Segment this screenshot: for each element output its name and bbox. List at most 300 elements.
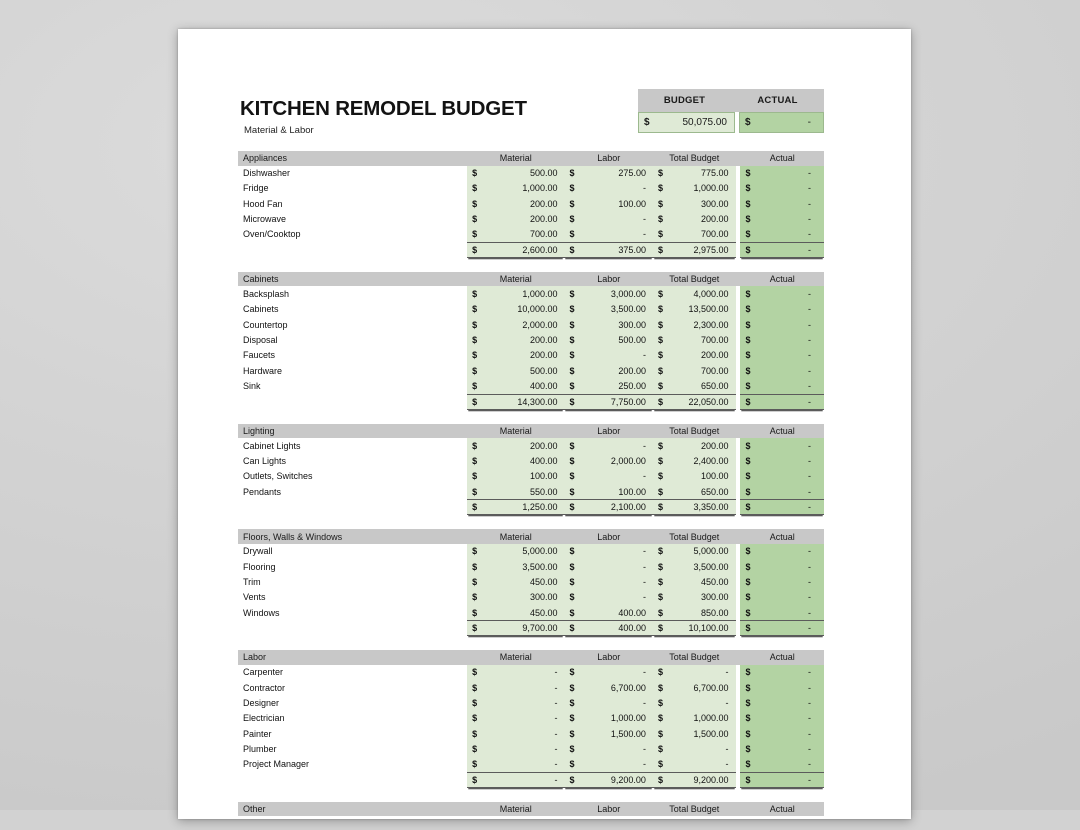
cell-actual[interactable] [740,757,824,772]
column-header-material: Material [467,532,564,542]
column-header-actual: Actual [740,532,824,542]
total-material[interactable] [467,620,564,636]
cell-total-budget[interactable] [653,453,736,468]
cell-total-budget[interactable] [653,726,736,741]
cell-actual[interactable] [740,363,824,378]
column-header-actual: Actual [740,153,824,163]
cell-actual[interactable] [740,726,824,741]
cell-material-value: 500.00 [477,366,564,376]
currency-symbol: $ [653,775,663,785]
cell-labor[interactable] [564,484,652,499]
cell-material[interactable] [467,348,564,363]
currency-symbol: $ [564,502,574,512]
total-actual-value: - [750,397,824,407]
sheet-header [238,89,824,151]
currency-symbol: $ [467,366,477,376]
total-actual[interactable] [740,499,824,515]
currency-symbol: $ [467,168,477,178]
total-budget[interactable] [653,242,736,258]
currency-symbol: $ [564,487,574,497]
summary-budget-cell[interactable] [638,112,735,133]
cell-material[interactable] [467,181,564,196]
section-total-row [238,772,824,788]
cell-total-budget[interactable] [653,574,736,589]
cell-labor-value: 275.00 [574,168,652,178]
currency-symbol: $ [740,441,750,451]
row-label: Outlets, Switches [238,469,467,484]
summary-actual-label: ACTUAL [731,89,824,112]
budget-section [238,529,824,636]
column-header-total-budget: Total Budget [653,532,736,542]
cell-labor-value: - [574,759,652,769]
cell-labor[interactable] [564,302,652,317]
cell-total-budget[interactable] [653,438,736,453]
cell-material[interactable] [467,484,564,499]
cell-material[interactable] [467,378,564,393]
currency-symbol: $ [467,683,477,693]
currency-symbol: $ [564,562,574,572]
cell-material-value: 200.00 [477,335,564,345]
cell-total-budget[interactable] [653,317,736,332]
currency-symbol: $ [467,335,477,345]
cell-actual[interactable] [740,695,824,710]
column-header-labor: Labor [564,652,652,662]
cell-material[interactable] [467,574,564,589]
total-budget[interactable] [653,394,736,410]
cell-material[interactable] [467,726,564,741]
total-budget[interactable] [653,772,736,788]
currency-symbol: $ [653,713,663,723]
column-header-material: Material [467,426,564,436]
budget-sheet [238,89,824,830]
currency-symbol: $ [467,502,477,512]
cell-material-value: 200.00 [477,350,564,360]
cell-labor-value: 400.00 [574,608,652,618]
total-labor[interactable] [564,772,652,788]
table-row [238,348,824,363]
currency-symbol: $ [564,289,574,299]
cell-actual[interactable] [740,574,824,589]
cell-labor-value: - [574,350,652,360]
section-title: Appliances [238,153,467,163]
cell-total-budget[interactable] [653,741,736,756]
cell-actual[interactable] [740,286,824,301]
total-row-label [238,620,467,636]
currency-symbol: $ [740,744,750,754]
cell-total-budget-value: 700.00 [663,335,736,345]
cell-total-budget-value: 100.00 [663,471,736,481]
currency-symbol: $ [740,698,750,708]
currency-symbol: $ [740,117,751,128]
cell-actual-value: - [750,546,824,556]
currency-symbol: $ [467,608,477,618]
cell-material-value: 550.00 [477,487,564,497]
row-label: Trim [238,574,467,589]
cell-actual[interactable] [740,378,824,393]
cell-material-value: 450.00 [477,577,564,587]
cell-total-budget[interactable] [653,711,736,726]
cell-material[interactable] [467,665,564,680]
cell-actual[interactable] [740,590,824,605]
currency-symbol: $ [740,623,750,633]
row-label: Backsplash [238,286,467,301]
total-actual[interactable] [740,772,824,788]
cell-labor[interactable] [564,211,652,226]
total-actual[interactable] [740,620,824,636]
cell-total-budget[interactable] [653,196,736,211]
table-row [238,363,824,378]
column-header-material: Material [467,153,564,163]
cell-actual-value: - [750,471,824,481]
page-subtitle: Material & Labor [244,125,314,136]
cell-labor[interactable] [564,559,652,574]
total-material[interactable] [467,394,564,410]
currency-symbol: $ [740,729,750,739]
cell-total-budget-value: - [663,744,736,754]
cell-material[interactable] [467,332,564,347]
cell-material-value: 1,000.00 [477,289,564,299]
cell-material-value: 2,000.00 [477,320,564,330]
row-label: Pendants [238,484,467,499]
cell-labor[interactable] [564,363,652,378]
cell-material[interactable] [467,680,564,695]
currency-symbol: $ [467,214,477,224]
cell-labor-value: - [574,698,652,708]
row-label: Can Lights [238,453,467,468]
total-labor[interactable] [564,242,652,258]
table-row [238,559,824,574]
cell-material-value: 200.00 [477,214,564,224]
cell-labor[interactable] [564,348,652,363]
total-row-label [238,772,467,788]
cell-labor[interactable] [564,665,652,680]
table-row [238,317,824,332]
currency-symbol: $ [564,441,574,451]
currency-symbol: $ [653,623,663,633]
cell-material[interactable] [467,590,564,605]
cell-material[interactable] [467,227,564,242]
cell-labor[interactable] [564,695,652,710]
currency-symbol: $ [564,320,574,330]
total-material[interactable] [467,499,564,515]
total-budget[interactable] [653,499,736,515]
table-row [238,302,824,317]
summary-actual-value: - [751,117,823,128]
cell-total-budget-value: 5,000.00 [663,546,736,556]
currency-symbol: $ [564,304,574,314]
cell-total-budget[interactable] [653,605,736,620]
total-actual[interactable] [740,242,824,258]
currency-symbol: $ [740,577,750,587]
cell-labor-value: 100.00 [574,199,652,209]
cell-total-budget-value: 775.00 [663,168,736,178]
cell-actual[interactable] [740,317,824,332]
currency-symbol: $ [639,117,650,128]
currency-symbol: $ [653,335,663,345]
total-labor[interactable] [564,394,652,410]
cell-actual-value: - [750,759,824,769]
cell-actual[interactable] [740,453,824,468]
total-budget[interactable] [653,620,736,636]
cell-labor[interactable] [564,469,652,484]
cell-labor[interactable] [564,757,652,772]
cell-actual[interactable] [740,166,824,181]
cell-material-value: 400.00 [477,456,564,466]
cell-total-budget[interactable] [653,469,736,484]
cell-total-budget-value: 13,500.00 [663,304,736,314]
currency-symbol: $ [740,183,750,193]
section-total-row [238,242,824,258]
cell-actual-value: - [750,304,824,314]
column-header-labor: Labor [564,532,652,542]
cell-actual[interactable] [740,665,824,680]
cell-labor[interactable] [564,544,652,559]
currency-symbol: $ [564,608,574,618]
currency-symbol: $ [740,229,750,239]
cell-material[interactable] [467,559,564,574]
row-label: Cabinet Lights [238,438,467,453]
cell-total-budget[interactable] [653,363,736,378]
cell-material-value: - [477,759,564,769]
section-header-row [238,650,824,665]
currency-symbol: $ [564,623,574,633]
budget-section [238,424,824,516]
cell-actual[interactable] [740,559,824,574]
currency-symbol: $ [467,487,477,497]
cell-actual[interactable] [740,711,824,726]
cell-labor-value: 1,500.00 [574,729,652,739]
currency-symbol: $ [653,397,663,407]
cell-total-budget-value: 200.00 [663,350,736,360]
table-row [238,453,824,468]
cell-actual[interactable] [740,348,824,363]
cell-labor[interactable] [564,726,652,741]
currency-symbol: $ [740,397,750,407]
cell-total-budget-value: 200.00 [663,441,736,451]
cell-material[interactable] [467,605,564,620]
cell-total-budget[interactable] [653,227,736,242]
cell-total-budget[interactable] [653,378,736,393]
cell-actual[interactable] [740,302,824,317]
cell-material[interactable] [467,317,564,332]
table-row [238,469,824,484]
row-label: Disposal [238,332,467,347]
cell-total-budget[interactable] [653,332,736,347]
cell-labor[interactable] [564,605,652,620]
row-label: Project Manager [238,757,467,772]
cell-material-value: 1,000.00 [477,183,564,193]
cell-actual-value: - [750,214,824,224]
cell-material-value: - [477,683,564,693]
cell-labor[interactable] [564,590,652,605]
currency-symbol: $ [740,502,750,512]
cell-material-value: 10,000.00 [477,304,564,314]
currency-symbol: $ [653,456,663,466]
cell-actual[interactable] [740,181,824,196]
row-label: Microwave [238,211,467,226]
row-label: Hardware [238,363,467,378]
cell-material[interactable] [467,302,564,317]
cell-material[interactable] [467,196,564,211]
column-header-labor: Labor [564,153,652,163]
currency-symbol: $ [653,667,663,677]
table-row [238,181,824,196]
cell-labor[interactable] [564,286,652,301]
currency-symbol: $ [564,229,574,239]
currency-symbol: $ [467,713,477,723]
cell-material[interactable] [467,757,564,772]
cell-actual[interactable] [740,680,824,695]
cell-material[interactable] [467,544,564,559]
cell-actual[interactable] [740,484,824,499]
cell-labor-value: 1,000.00 [574,713,652,723]
cell-total-budget-value: 4,000.00 [663,289,736,299]
cell-labor[interactable] [564,438,652,453]
cell-labor[interactable] [564,741,652,756]
cell-labor[interactable] [564,317,652,332]
table-row [238,484,824,499]
row-label: Dishwasher [238,166,467,181]
cell-labor[interactable] [564,453,652,468]
budget-section [238,802,824,817]
cell-labor[interactable] [564,166,652,181]
cell-total-budget[interactable] [653,181,736,196]
budget-sections [238,151,824,816]
cell-total-budget[interactable] [653,302,736,317]
cell-material[interactable] [467,211,564,226]
cell-actual[interactable] [740,544,824,559]
cell-labor[interactable] [564,711,652,726]
total-material[interactable] [467,242,564,258]
cell-actual[interactable] [740,332,824,347]
cell-material[interactable] [467,286,564,301]
currency-symbol: $ [467,729,477,739]
total-actual[interactable] [740,394,824,410]
column-header-total-budget: Total Budget [653,274,736,284]
currency-symbol: $ [740,608,750,618]
currency-symbol: $ [653,487,663,497]
cell-labor-value: 500.00 [574,335,652,345]
cell-total-budget[interactable] [653,286,736,301]
cell-material[interactable] [467,453,564,468]
cell-actual[interactable] [740,741,824,756]
total-labor-value: 7,750.00 [574,397,652,407]
total-labor[interactable] [564,620,652,636]
cell-material[interactable] [467,711,564,726]
cell-actual[interactable] [740,438,824,453]
summary-actual-cell[interactable] [739,112,824,133]
currency-symbol: $ [467,744,477,754]
cell-total-budget[interactable] [653,757,736,772]
table-row [238,726,824,741]
column-header-actual: Actual [740,426,824,436]
table-row [238,605,824,620]
cell-actual[interactable] [740,227,824,242]
cell-total-budget[interactable] [653,211,736,226]
cell-total-budget[interactable] [653,166,736,181]
cell-material[interactable] [467,166,564,181]
currency-symbol: $ [564,667,574,677]
cell-material-value: 400.00 [477,381,564,391]
cell-total-budget[interactable] [653,590,736,605]
currency-symbol: $ [740,759,750,769]
currency-symbol: $ [564,592,574,602]
currency-symbol: $ [564,471,574,481]
cell-material[interactable] [467,695,564,710]
cell-labor-value: - [574,562,652,572]
cell-total-budget[interactable] [653,484,736,499]
cell-material-value: 200.00 [477,199,564,209]
row-label: Painter [238,726,467,741]
section-total-row [238,499,824,515]
cell-material[interactable] [467,469,564,484]
currency-symbol: $ [653,441,663,451]
page-title: KITCHEN REMODEL BUDGET [240,97,527,121]
cell-total-budget-value: 300.00 [663,199,736,209]
cell-total-budget[interactable] [653,544,736,559]
cell-material-value: - [477,729,564,739]
table-row [238,711,824,726]
currency-symbol: $ [653,562,663,572]
cell-actual[interactable] [740,469,824,484]
currency-symbol: $ [653,759,663,769]
total-labor[interactable] [564,499,652,515]
cell-actual[interactable] [740,211,824,226]
cell-material-value: 5,000.00 [477,546,564,556]
cell-total-budget-value: 2,400.00 [663,456,736,466]
cell-material[interactable] [467,741,564,756]
total-material-value: 2,600.00 [477,245,564,255]
cell-total-budget-value: 3,500.00 [663,562,736,572]
row-label: Windows [238,605,467,620]
currency-symbol: $ [564,744,574,754]
cell-labor[interactable] [564,227,652,242]
cell-labor[interactable] [564,680,652,695]
currency-symbol: $ [740,350,750,360]
column-header-material: Material [467,804,564,814]
cell-labor[interactable] [564,574,652,589]
cell-actual[interactable] [740,605,824,620]
cell-labor[interactable] [564,196,652,211]
column-header-total-budget: Total Budget [653,426,736,436]
currency-symbol: $ [467,698,477,708]
row-label: Cabinets [238,302,467,317]
cell-total-budget[interactable] [653,695,736,710]
currency-symbol: $ [467,229,477,239]
cell-total-budget[interactable] [653,680,736,695]
currency-symbol: $ [740,199,750,209]
cell-labor[interactable] [564,378,652,393]
currency-symbol: $ [564,713,574,723]
cell-material[interactable] [467,438,564,453]
currency-symbol: $ [467,577,477,587]
cell-total-budget[interactable] [653,348,736,363]
currency-symbol: $ [740,546,750,556]
cell-actual-value: - [750,608,824,618]
cell-labor[interactable] [564,332,652,347]
cell-material[interactable] [467,363,564,378]
summary-header-row [638,89,824,112]
cell-labor[interactable] [564,181,652,196]
currency-symbol: $ [653,183,663,193]
cell-total-budget-value: - [663,698,736,708]
cell-actual[interactable] [740,196,824,211]
cell-total-budget[interactable] [653,665,736,680]
total-material[interactable] [467,772,564,788]
currency-symbol: $ [467,623,477,633]
cell-total-budget[interactable] [653,559,736,574]
currency-symbol: $ [564,183,574,193]
